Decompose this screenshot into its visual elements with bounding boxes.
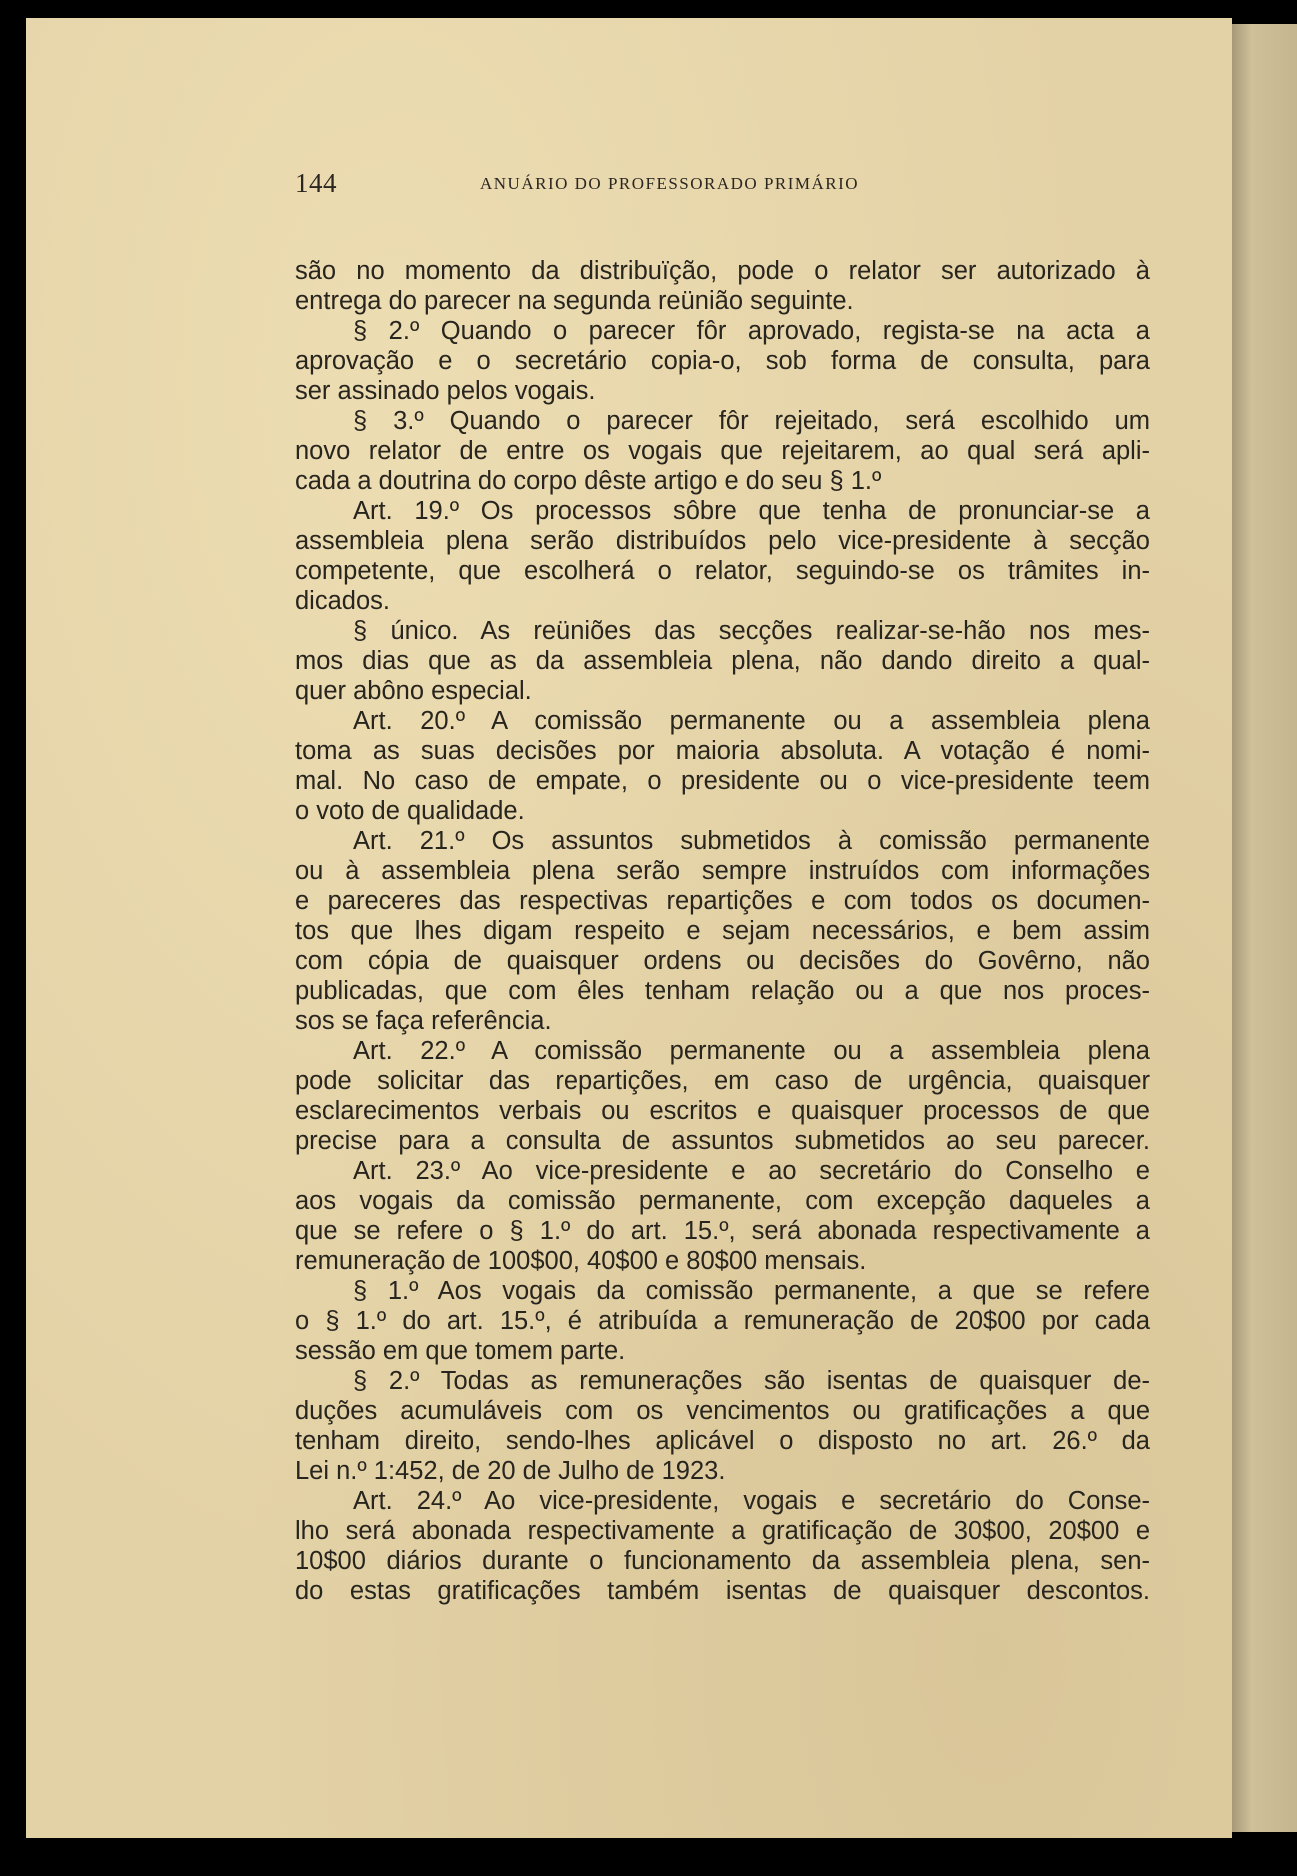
text-line: ou à assembleia plena serão sempre instruídos com informações <box>295 857 1150 885</box>
text-line: aos vogais da comissão permanente, com excepção daqueles a <box>295 1187 1150 1215</box>
text-line: e pareceres das respectivas repartições e com todos os documen- <box>295 887 1150 915</box>
text-line: que se refere o § 1.º do art. 15.º, será abonada respectivamente a <box>295 1217 1150 1245</box>
text-line: Art. 20.º A comissão permanente ou a assembleia plena <box>353 707 1150 735</box>
text-line: Lei n.º 1:452, de 20 de Julho de 1923. <box>295 1457 726 1485</box>
text-line: § 2.º Quando o parecer fôr aprovado, regista-se na acta a <box>353 317 1150 345</box>
text-line: sessão em que tomem parte. <box>295 1337 626 1365</box>
text-line: cada a doutrina do corpo dêste artigo e do seu § 1.º <box>295 467 882 495</box>
text-line: § 2.º Todas as remunerações são isentas de quaisquer de- <box>353 1367 1150 1395</box>
text-line: toma as suas decisões por maioria absoluta. A votação é nomi- <box>295 737 1150 765</box>
text-line: publicadas, que com êles tenham relação ou a que nos proces- <box>295 977 1150 1005</box>
text-line: entrega do parecer na segunda reünião seguinte. <box>295 287 854 315</box>
text-line: dicados. <box>295 587 390 615</box>
text-line: Art. 21.º Os assuntos submetidos à comissão permanente <box>353 827 1150 855</box>
text-line: precise para a consulta de assuntos submetidos ao seu parecer. <box>295 1127 1150 1155</box>
text-line: o § 1.º do art. 15.º, é atribuída a remuneração de 20$00 por cada <box>295 1307 1150 1335</box>
running-title: ANUÁRIO DO PROFESSORADO PRIMÁRIO <box>480 174 860 193</box>
text-line: Art. 24.º Ao vice-presidente, vogais e secretário do Conse- <box>353 1487 1150 1515</box>
text-line: são no momento da distribuïção, pode o relator ser autorizado à <box>295 257 1150 285</box>
page-number: 144 <box>295 168 337 198</box>
text-line: assembleia plena serão distribuídos pelo vice-presidente à secção <box>295 527 1150 555</box>
text-line: lho será abonada respectivamente a gratificação de 30$00, 20$00 e <box>295 1517 1150 1545</box>
text-line: Art. 23.º Ao vice-presidente e ao secretário do Conselho e <box>353 1157 1150 1185</box>
text-line: duções acumuláveis com os vencimentos ou gratificações a que <box>295 1397 1150 1425</box>
text-line: § 3.º Quando o parecer fôr rejeitado, será escolhido um <box>353 407 1150 435</box>
text-line: 10$00 diários durante o funcionamento da assembleia plena, sen- <box>295 1547 1150 1575</box>
body-text <box>295 256 1150 1606</box>
text-line: esclarecimentos verbais ou escritos e quaisquer processos de que <box>295 1097 1150 1125</box>
text-line: § único. As reüniões das secções realizar-se-hão nos mes- <box>353 617 1150 645</box>
text-line: mos dias que as da assembleia plena, não dando direito a qual- <box>295 647 1150 675</box>
text-line: pode solicitar das repartições, em caso de urgência, quaisquer <box>295 1067 1150 1095</box>
text-line: com cópia de quaisquer ordens ou decisões do Govêrno, não <box>295 947 1150 975</box>
adjacent-page-edge <box>1232 24 1297 1832</box>
text-line: tenham direito, sendo-lhes aplicável o disposto no art. 26.º da <box>295 1427 1150 1455</box>
text-line: sos se faça referência. <box>295 1007 552 1035</box>
text-line: competente, que escolherá o relator, seguindo-se os trâmites in- <box>295 557 1150 585</box>
text-line: remuneração de 100$00, 40$00 e 80$00 mensais. <box>295 1247 867 1275</box>
text-line: do estas gratificações também isentas de quaisquer descontos. <box>295 1577 1150 1605</box>
running-head <box>295 168 1155 200</box>
text-line: Art. 19.º Os processos sôbre que tenha de pronunciar-se a <box>353 497 1150 525</box>
text-line: § 1.º Aos vogais da comissão permanente, a que se refere <box>353 1277 1150 1305</box>
text-line: mal. No caso de empate, o presidente ou o vice-presidente teem <box>295 767 1150 795</box>
text-line: ser assinado pelos vogais. <box>295 377 596 405</box>
text-line: Art. 22.º A comissão permanente ou a assembleia plena <box>353 1037 1150 1065</box>
text-line: o voto de qualidade. <box>295 797 525 825</box>
text-line: aprovação e o secretário copia-o, sob forma de consulta, para <box>295 347 1150 375</box>
text-line: quer abôno especial. <box>295 677 532 705</box>
text-line: novo relator de entre os vogais que rejeitarem, ao qual será apli- <box>295 437 1150 465</box>
text-line: tos que lhes digam respeito e sejam necessários, e bem assim <box>295 917 1150 945</box>
